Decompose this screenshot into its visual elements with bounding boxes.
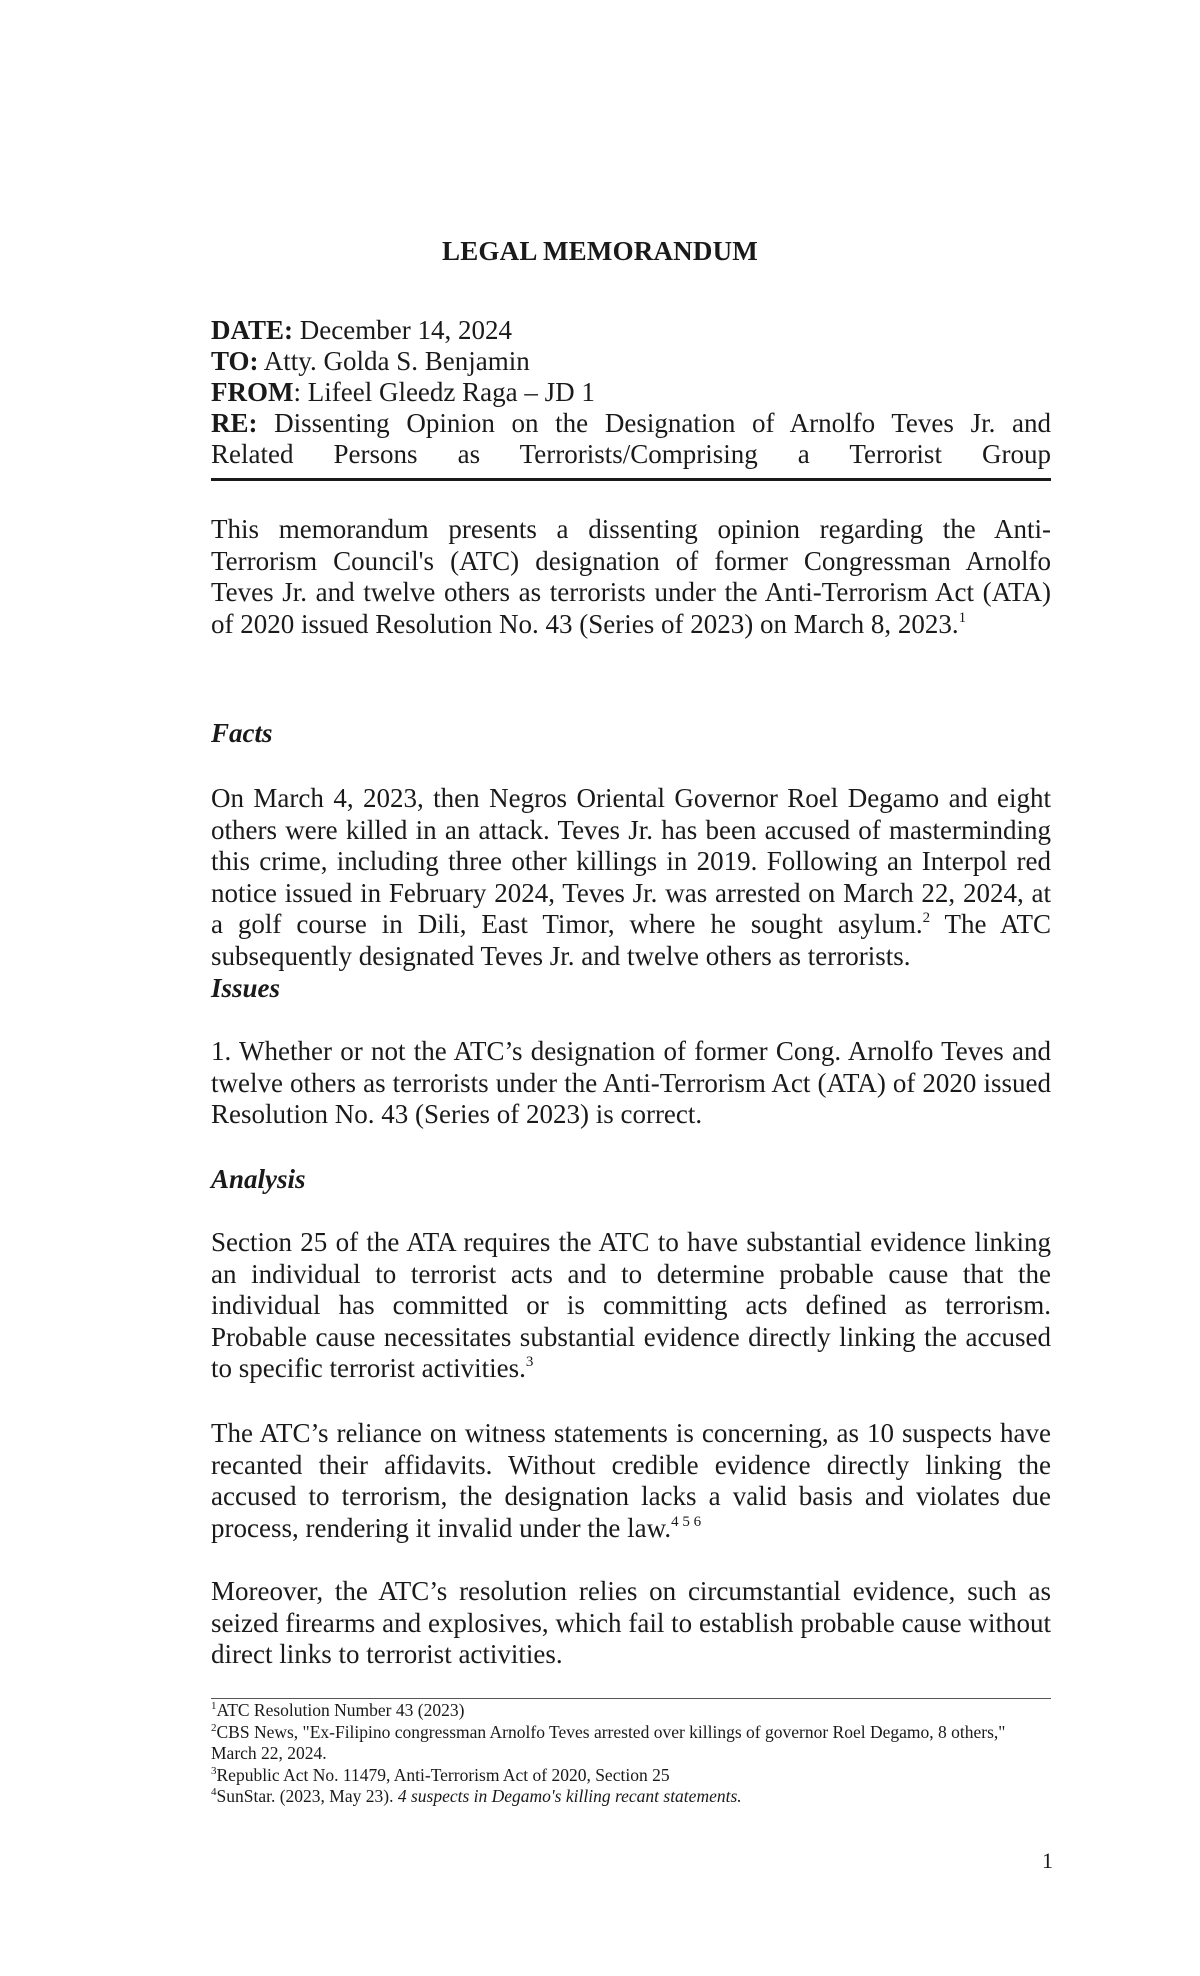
analysis-heading: Analysis [211,1164,306,1194]
footnote-text: ATC Resolution Number 43 (2023) [216,1700,465,1720]
footnote-number: 4 [211,1786,217,1798]
date-line [211,315,1051,346]
header-divider [211,478,1051,481]
issues-heading: Issues [211,973,281,1003]
facts-paragraph [211,783,1051,972]
re-value-line2: Related Persons as Terrorists/Comprising a Terrorist Group [211,439,1051,469]
to-line [211,346,1051,377]
facts-text-part2: The ATC subsequently designated Teves Jr. and twelve others as terrorists. [211,909,1051,971]
re-line-1 [211,408,1051,439]
date-label: DATE: [211,315,294,345]
re-value-line1: Dissenting Opinion on the Designation of Arnolfo Teves Jr. and [274,408,1051,438]
footnote-ref-4-5-6: 4 5 6 [671,1513,702,1530]
footnote-number: 1 [211,1700,217,1712]
analysis-paragraph-3: Moreover, the ATC’s resolution relies on circumstantial evidence, such as seized firearms and explosives, which fail to establish probable cause without direct links to terrorist activities. [211,1576,1051,1669]
date-value: December 14, 2024 [299,315,512,345]
analysis-paragraph-1 [211,1227,1051,1385]
footnote-text: Republic Act No. 11479, Anti-Terrorism Act of 2020, Section 25 [216,1764,670,1785]
footnote-ref-1: 1 [958,609,967,626]
page-title: LEGAL MEMORANDUM [442,236,758,266]
footnote-ref-2: 2 [922,910,931,926]
footnote-divider [211,1698,1051,1699]
footnote-1 [211,1700,1051,1722]
to-value: Atty. Golda S. Benjamin [263,346,530,376]
footnote-text: SunStar. (2023, May 23). [216,1786,398,1806]
footnote-3 [211,1765,1051,1787]
intro-text: This memorandum presents a dissenting opinion regarding the Anti-Terrorism Council's (ATC) designation of former Congressman Arnolfo Teves Jr. and twelve others as terrorists under the Anti-Terrorism Act (ATA) of 2020 issued Resolution No. 43 (Series of 2023) on March 8, 2023. [211,514,1051,639]
footnotes [211,1700,1051,1808]
re-label: RE: [211,408,258,438]
footnote-title: 4 suspects in Degamo's killing recant statements. [397,1786,742,1806]
analysis-paragraph-2 [211,1418,1051,1544]
from-value: : Lifeel Gleedz Raga – JD 1 [293,377,595,407]
facts-heading: Facts [211,718,273,748]
to-label: TO: [211,346,259,376]
facts-text-part1: On March 4, 2023, then Negros Oriental Governor Roel Degamo and eight others were killed in an attack. Teves Jr. has been accused of masterminding this crime, including three other killings in 2019. Following an Interpol red notice issued in February 2024, Teves Jr. was arrested on March 22, 2024, at a golf course in Dili, East Timor, where he sought asylum. [211,783,1051,939]
footnote-number: 2 [211,1721,217,1734]
from-line [211,377,1051,408]
memo-header [211,315,1051,470]
footnote-number: 3 [211,1764,217,1777]
footnote-text: CBS News, "Ex-Filipino congressman Arnolfo Teves arrested over killings of governor Roel Degamo, 8 others," March 22, 2024. [211,1721,1006,1763]
re-line-2 [211,439,1051,470]
issue-item-1: 1. Whether or not the ATC’s designation of former Cong. Arnolfo Teves and twelve others as terrorists under the Anti-Terrorism Act (ATA) of 2020 issued Resolution No. 43 (Series of 2023) is correct. [211,1036,1051,1129]
footnote-2 [211,1722,1051,1765]
page-number: 1 [1042,1848,1053,1873]
intro-paragraph [211,514,1051,640]
analysis-para1-text: Section 25 of the ATA requires the ATC to have substantial evidence linking an individual to terrorist acts and to determine probable cause that the individual has committed or is committing acts defined as terrorism. Probable cause necessitates substantial evidence directly linking the accused to specific terrorist activities. [211,1227,1051,1383]
from-label: FROM [211,377,294,407]
footnote-ref-3: 3 [525,1354,534,1370]
footnote-4 [211,1786,1051,1808]
analysis-para2-text: The ATC’s reliance on witness statements is concerning, as 10 suspects have recanted their affidavits. Without credible evidence directly linking the accused to terrorism, the designation lacks a valid basis and violates due process, rendering it invalid under the law. [211,1418,1051,1543]
